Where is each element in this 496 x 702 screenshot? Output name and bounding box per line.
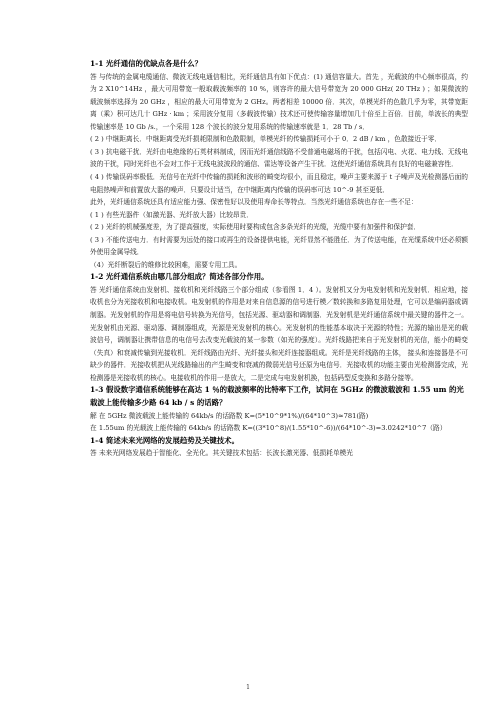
question-heading: 1-1 光纤通信的优缺点各是什么？ [90,59,203,68]
answer-paragraph: 答 与传统的金属电缆通信、微波无线电通信相比，光纤通信具有如下优点：(1) 通信容量大。首先 ，光载波的中心频率很高，约为 2 X10^14Hz ，最大可用带宽一般取载波频率的 10 %，则容许的最大信号带宽为 20 000 GHz( 20 THz ) ；如果微波的载波频率选择为 20 GHz ，相应的最大可用带宽为 2 GHz。两者相差 10000 倍．其次，单模光纤的色散几乎为零，其带宽距离（乘）积可达几十 GHz · km ；采用波分复用（多载波传输）技术还可使传输容量增加几十倍至上百倍．目前，单波长的典型传输速率是 10 Gb /s.，一个采用 128 个波长的波分复用系统的传输速率就是 1．28 Tb / s． [90,72,468,131]
answer-paragraph: ( 3 ) 抗电磁干扰．光纤由电绝缘的石英材料制成，因而光纤通信线路不受普通电磁场的干扰，包括闪电、火花、电力线、无线电波的干扰，同时光纤也不会对工作于无线电波波段的通信、雷达等设备产生干扰．这使光纤通信系统具有良好的电磁兼容性． [90,147,468,169]
answer-paragraph: ( 2 ) 中继距离长．中继距离受光纤损耗限制和色散限制，单模光纤的传输损耗可小于 0．2 dB / km ，色散接近于零． [90,135,442,144]
answer-paragraph: ( 2 ) 光纤的机械强度差，为了提高强度，实际使用时要构成包含多条光纤的光缆，光缆中要有加强件和保护套． [90,223,421,232]
answer-paragraph: ( 4 ) 传输误码率极低．光信号在光纤中传输的损耗和波形的畸变均很小，而且稳定，噪声主要来源于 t 子噪声及光检测器后面的电阻热噪声和前置放大器的噪声．只要设计适当，在中继距离内传输的误码率可达 10^-9 甚至更低． [90,172,468,194]
answer-paragraph: 答 光纤通信系统由发射机、接收机和光纤线路三个部分组成（参看图 1．4 ）。发射机又分为电发射机和光发射机．相应地，接收机也分为光接收机和电接收机。电发射机的作用是对来自信息源的信号进行模／数转换和多路复用处理，它可以是编码器或调制器。光发射机的作用是将电信号转换为光信号，包括光源、驱动器和调制器．光发射机是光纤通信系统中最关键的器件之一。光发射机由光源、驱动器、调制器组成，光源是光发射机的核心。光发射机的性能基本取决于光源的特性；光源的输出是光的载波信号，调制器让携带信息的电信号去改变光载波的某一参数（如光的强度）。光纤线路把来自于光发射机的光信，能小的畸变（失真）和衰减传输到光接收机．光纤线路由光纤、光纤接头和光纤连接器组成。光纤是光纤线路的主体， 接头和连接器是不可缺少的器件．光接收机把从光线路输出的产生畸变和衰减的微弱光信号还原为电信号．光接收机的功能主要由光检测器完成，光检测器是光接收机的核心。电接收机的作用一是放大，二是完成与电发射机换，包括码型反变换和多路分接等。 [90,285,468,382]
answer-paragraph: 答 未来光网络发展趋于智能化、全光化。其关键技术包括：长波长激光器、低损耗单模光 [90,449,353,458]
page-number: 1 [246,684,250,691]
answer-paragraph: 解 在 5GHz 微波载波上能传输的 64kb/s 的话路数 K=(5*10^9*1%)/(64*10^3)≈781(路) [90,411,369,420]
answer-paragraph: 在 1.55um 的光载波上能传输的 64kb/s 的话路数 K=((3*10^8)/(1.55*10^-6))/(64*10^-3)=3.0242*10^7（路） [90,424,447,433]
question-heading: 1-4 简述未来光网络的发展趋势及关键技术。 [90,435,239,445]
question-heading: 1-2 光纤通信系统由哪几部分组成？简述各部分作用。 [90,272,269,282]
answer-paragraph: ( 1 ) 有些光器件（如激光器、光纤放大器）比较昂贵． [90,210,253,219]
answer-paragraph: 此外，光纤通信系统还具有适应能力强、保密性好以及使用寿命长等特点．当然光纤通信系统也存在一些不足： [90,198,418,207]
question-heading: 1-3 假设数字通信系统能够在高达 1 ％的载波频率的比特率下工作，试问在 5GHz 的微波载波和 1.55 um 的光载波上能传输多少路 64 kb / s 的话路？ [90,385,464,407]
answer-paragraph: ( 3 ) 不能传送电力．有时需要为远处的接口或再生的设备提供电能，光纤显然不能胜任．为了传送电能，在光缆系统中还必须额外使用金属导线． [90,235,468,257]
answer-paragraph: （4）光纤断裂后的维修比较困难，需要专用工具。 [90,260,242,269]
